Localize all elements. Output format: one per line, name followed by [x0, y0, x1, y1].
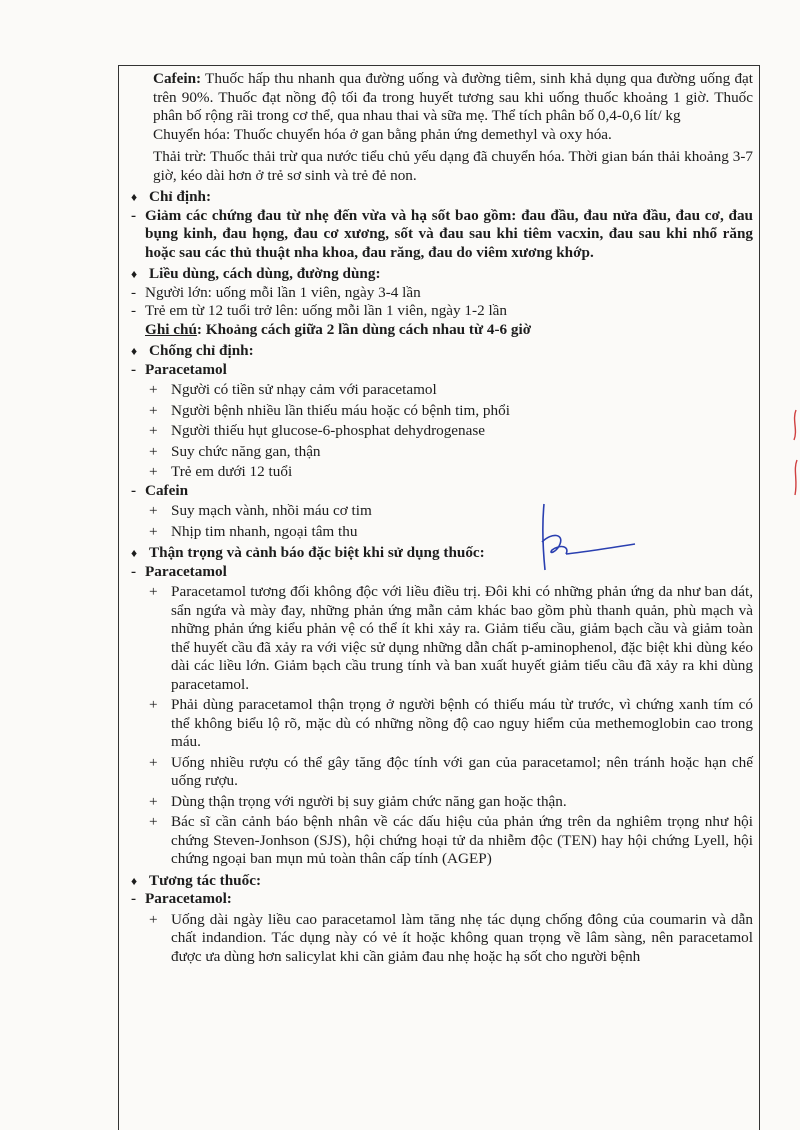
- diamond-bullet-icon: ♦: [131, 546, 138, 560]
- dosage-note-text: : Khoảng cách giữa 2 lần dùng cách nhau từ 4-6 giờ: [196, 320, 532, 338]
- plus-bullet: +: [149, 381, 158, 398]
- plus-bullet: +: [149, 753, 158, 771]
- list-item: + Suy mạch vành, nhồi máu cơ tim: [149, 502, 372, 519]
- list-item: + Paracetamol tương đối không độc với liều điều trị. Đôi khi có những phản ứng da như ban dát, sẩn ngứa và mày đay, những phản ứng mẫn cảm khác bao gồm phù thanh quản, phù mạch và những phản ứng kiểu phản vệ có thể ít khi xảy ra. Giảm tiểu cầu, giảm bạch cầu và giảm toàn thể huyết cầu đã xảy ra với việc sử dụng những dẫn chất p-aminophenol, đặc biệt khi dùng kéo dài các liều lớn. Giảm bạch cầu trung tính và ban xuất huyết giảm tiểu cầu đã xảy ra khi dùng paracetamol.: [149, 583, 753, 693]
- dash-bullet: -: [131, 562, 137, 580]
- diamond-bullet-icon: ♦: [131, 267, 138, 281]
- list-item: + Người bệnh nhiều lần thiếu máu hoặc có bệnh tim, phổi: [149, 401, 510, 419]
- list-item: + Nhịp tim nhanh, ngoại tâm thu: [149, 522, 358, 540]
- dash-bullet: -: [131, 206, 137, 224]
- dash-bullet: -: [131, 302, 137, 319]
- indications-item: - Giảm các chứng đau từ nhẹ đến vừa và hạ sốt bao gồm: đau đầu, đau nửa đầu, đau cơ, đau bụng kinh, đau họng, đau cơ xương, sốt và đau sau khi tiêm vacxin, đau sau khi nhổ răng hoặc sau các thủ thuật nha khoa, đau răng, đau do viêm xương khớp.: [131, 206, 753, 261]
- cafein-absorption-text: Thuốc hấp thu nhanh qua đường uống và đường tiêm, sinh khả dụng qua đường uống đạt trên 90%. Thuốc đạt nồng độ tối đa trong huyết tương sau khi uống thuốc khoảng 1 giờ. Thuốc phân bố rộng rãi trong cơ thể, qua nhau thai và sữa mẹ. Thể tích phân bố 0,4-0,6 lít/ kg: [153, 70, 753, 124]
- diamond-bullet-icon: ♦: [131, 344, 138, 358]
- interactions-paracetamol-label: - Paracetamol:: [131, 890, 232, 907]
- dosage-note: [131, 321, 753, 340]
- plus-bullet: +: [149, 522, 158, 540]
- dosage-item-children: - Trẻ em từ 12 tuổi trở lên: uống mỗi lần 1 viên, ngày 1-2 lần: [131, 302, 508, 319]
- plus-bullet: +: [149, 401, 158, 419]
- cafein-pharmacokinetics: [131, 70, 753, 185]
- plus-bullet: +: [149, 502, 158, 519]
- dash-bullet: -: [131, 283, 137, 301]
- dosage-item-adult: - Người lớn: uống mỗi lần 1 viên, ngày 3-4 lần: [131, 283, 421, 301]
- stamp-edge-icon: [786, 400, 800, 510]
- plus-bullet: +: [149, 910, 158, 928]
- dosage-heading: ♦ Liều dùng, cách dùng, đường dùng:: [131, 265, 381, 282]
- diamond-bullet-icon: ♦: [131, 873, 138, 888]
- list-item: + Bác sĩ cần cảnh báo bệnh nhân về các dấu hiệu của phản ứng trên da nghiêm trọng như hội chứng Steven-Jonhson (SJS), hội chứng hoại tử da nhiễm độc (TEN) hay hội chứng Lyell, hội chứng ngoại ban mụn mủ toàn thân cấp tính (AGEP): [149, 813, 753, 867]
- list-item: + Người thiếu hụt glucose-6-phosphat dehydrogenase: [149, 422, 486, 439]
- document-content: [131, 70, 753, 966]
- signature-icon: [530, 500, 640, 580]
- diamond-bullet-icon: ♦: [131, 190, 138, 204]
- cafein-label: Cafein:: [153, 70, 202, 87]
- plus-bullet: +: [149, 442, 158, 460]
- plus-bullet: +: [149, 422, 158, 439]
- plus-bullet: +: [149, 792, 158, 810]
- contraindications-cafein-label: - Cafein: [131, 481, 189, 499]
- plus-bullet: +: [149, 583, 158, 600]
- plus-bullet: +: [149, 696, 158, 713]
- cafein-elimination-text: Thải trừ: Thuốc thải trừ qua nước tiểu chủ yếu dạng đã chuyển hóa. Thời gian bán thải khoảng 3-7 giờ, kéo dài hơn ở trẻ sơ sinh và trẻ đẻ non.: [153, 148, 753, 184]
- contraindications-paracetamol-label: - Paracetamol: [131, 360, 227, 378]
- list-item: + Phải dùng paracetamol thận trọng ở người bệnh có thiếu máu từ trước, vì chứng xanh tím có thể không biểu lộ rõ, mặc dù có những nồng độ cao nguy hiểm của methemoglobin cao trong máu.: [149, 696, 753, 750]
- plus-bullet: +: [149, 463, 158, 480]
- warnings-heading: ♦ Thận trọng và cảnh báo đặc biệt khi sử dụng thuốc:: [131, 544, 485, 561]
- contraindications-heading: ♦ Chống chỉ định:: [131, 342, 254, 359]
- list-item: + Suy chức năng gan, thận: [149, 442, 321, 460]
- list-item: + Uống nhiều rượu có thể gây tăng độc tính với gan của paracetamol; nên tránh hoặc hạn chế uống rượu.: [149, 753, 753, 789]
- dash-bullet: -: [131, 890, 137, 907]
- dash-bullet: -: [131, 360, 137, 378]
- cafein-metabolism-text: Chuyển hóa: Thuốc chuyển hóa ở gan bằng phản ứng demethyl và oxy hóa.: [153, 125, 612, 143]
- list-item: + Trẻ em dưới 12 tuổi: [149, 463, 293, 480]
- dosage-note-label: Ghi chú: [145, 320, 197, 338]
- list-item: + Dùng thận trọng với người bị suy giảm chức năng gan hoặc thận.: [149, 792, 567, 810]
- indications-heading: ♦ Chỉ định:: [131, 188, 212, 205]
- interactions-heading: ♦ Tương tác thuốc:: [131, 871, 262, 889]
- list-item: + Uống dài ngày liều cao paracetamol làm tăng nhẹ tác dụng chống đông của coumarin và dẫn chất indandion. Tác dụng này có vẻ ít hoặc không quan trọng về lâm sàng, nên paracetamol được ưa dùng hơn salicylat khi cần giảm đau nhẹ hoặc hạ sốt cho người bệnh: [149, 910, 753, 965]
- dash-bullet: -: [131, 481, 137, 499]
- list-item: + Người có tiền sử nhạy cảm với paracetamol: [149, 381, 437, 398]
- plus-bullet: +: [149, 813, 158, 830]
- warnings-paracetamol-label: - Paracetamol: [131, 562, 227, 580]
